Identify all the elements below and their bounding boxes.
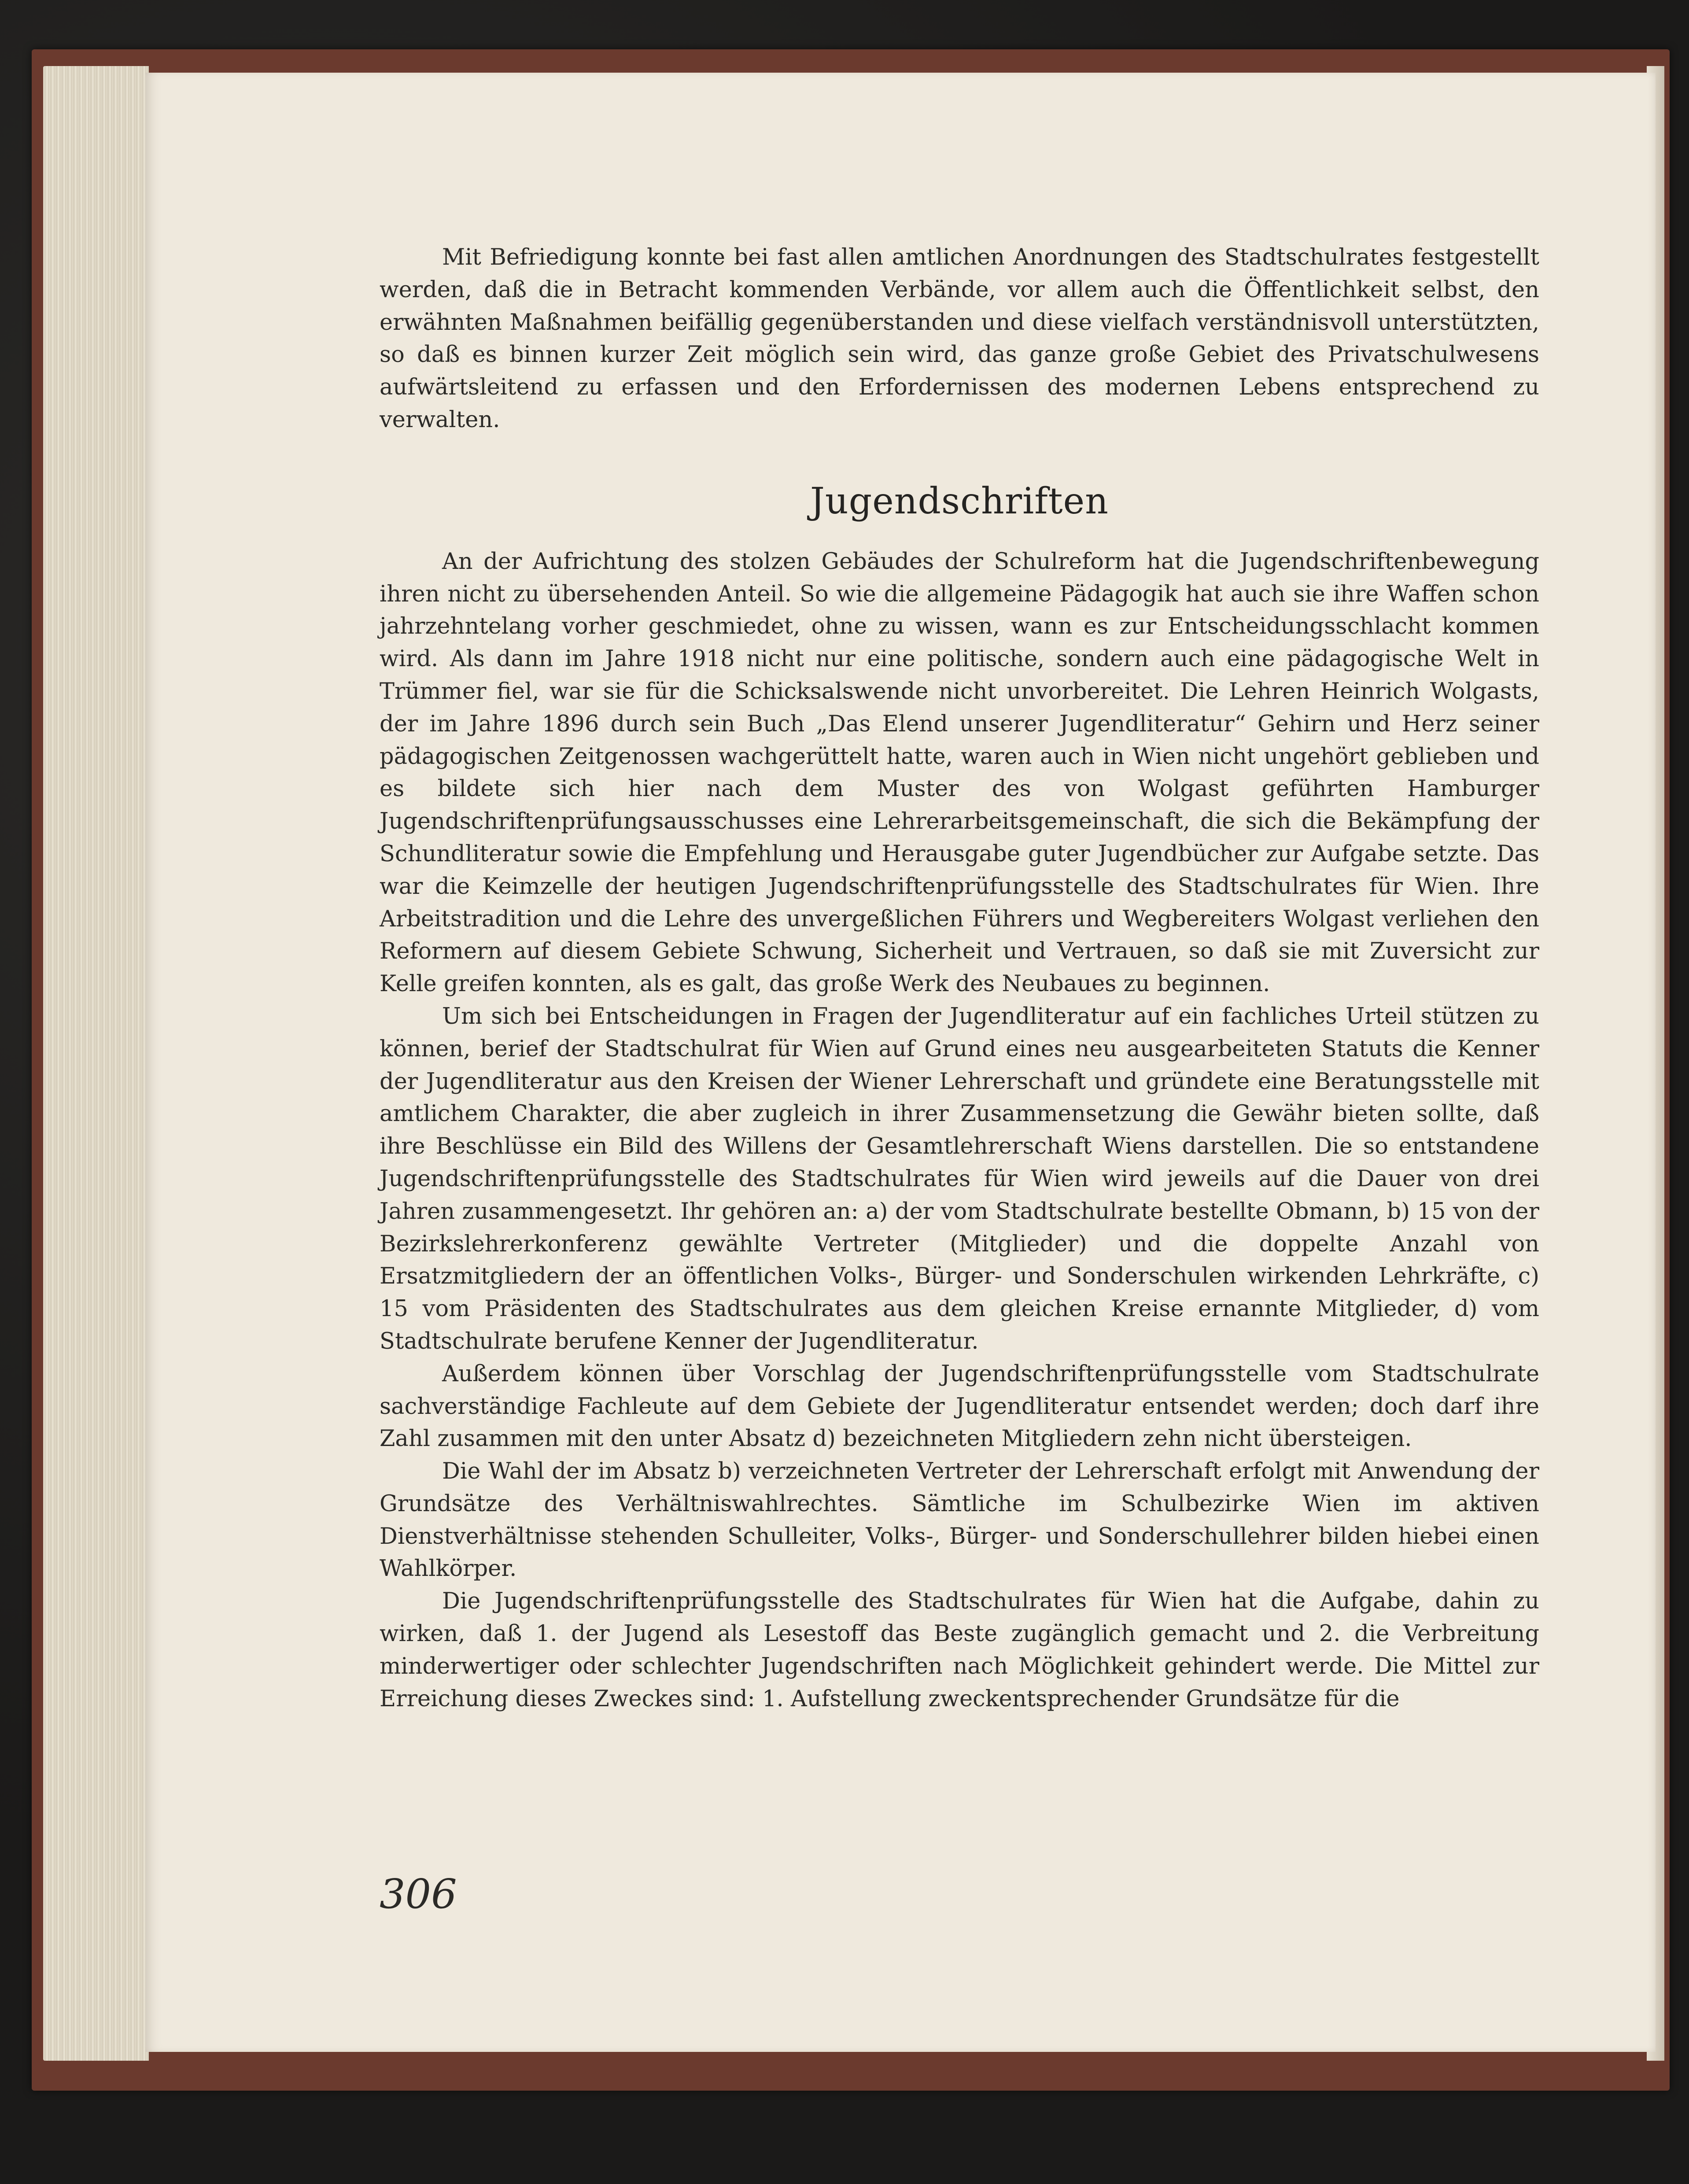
intro-paragraph: Mit Befriedigung konnte bei fast allen amtlichen Anordnungen des Stadtschulrates festgestellt werden, daß die in Betracht kommenden Verbände, vor allem auch die Öffentlichkeit selbst, den erwähnten Maßnahmen beifällig gegenüberstanden und diese vielfach verständnisvoll unterstützten, so daß es binnen kurzer Zeit möglich sein wird, das ganze große Gebiet des Privatschulwesens aufwärtsleitend zu erfassen und den Erfordernissen des modernen Lebens entsprechend zu verwalten. — [380, 244, 1539, 433]
paragraph-5: Die Jugendschriftenprüfungsstelle des Stadtschulrates für Wien hat die Aufgabe, dahin zu wirken, daß 1. der Jugend als Lesestoff das Beste zugänglich gemacht und 2. die Verbreitung minderwertiger oder schlechter Jugendschriften nach Möglichkeit gehindert werde. Die Mittel zur Erreichung dieses Zweckes sind: 1. Aufstellung zweckentsprechender Grundsätze für die — [380, 1588, 1539, 1712]
paragraph-3: Außerdem können über Vorschlag der Jugendschriftenprüfungsstelle vom Stadtschulrate sachverständige Fachleute auf dem Gebiete der Jugendliteratur entsendet werden; doch darf ihre Zahl zusammen mit den unter Absatz d) bezeichneten Mitgliedern zehn nicht übersteigen. — [380, 1361, 1539, 1452]
paragraph-2: Um sich bei Entscheidungen in Fragen der Jugendliteratur auf ein fachliches Urteil stützen zu können, berief der Stadtschulrat für Wien auf Grund eines neu ausgearbeiteten Statuts die Kenner der Jugendliteratur aus den Kreisen der Wiener Lehrerschaft und gründete eine Beratungsstelle mit amtlichem Charakter, die aber zugleich in ihrer Zusammensetzung die Gewähr bieten sollte, daß ihre Beschlüsse ein Bild des Willens der Gesamtlehrerschaft Wiens darstellen. Die so entstandene Jugendschriftenprüfungsstelle des Stadtschulrates für Wien wird jeweils auf die Dauer von drei Jahren zusammengesetzt. Ihr gehören an: a) der vom Stadtschulrate bestellte Obmann, b) 15 von der Bezirkslehrerkonferenz gewählte Vertreter (Mitglieder) und die doppelte Anzahl von Ersatzmitgliedern der an öffentlichen Volks-, Bürger- und Sonderschulen wirkenden Lehrkräfte, c) 15 vom Präsidenten des Stadtschulrates aus dem gleichen Kreise ernannte Mitglieder, d) vom Stadtschulrate berufene Kenner der Jugendliteratur. — [380, 1003, 1539, 1354]
section-title: Jugendschriften — [810, 480, 1109, 522]
paragraph-4: Die Wahl der im Absatz b) verzeichneten Vertreter der Lehrerschaft erfolgt mit Anwendung der Grundsätze des Verhältniswahlrechtes. Sämtliche im Schulbezirke Wien im aktiven Dienstverhältnisse stehenden Schulleiter, Volks-, Bürger- und Sonderschullehrer bilden hiebei einen Wahlkörper. — [380, 1458, 1539, 1582]
page-number: 306 — [380, 1870, 457, 1918]
page-text — [380, 241, 1539, 1715]
page-edges — [43, 66, 149, 2061]
paragraph-1: An der Aufrichtung des stolzen Gebäudes der Schulreform hat die Jugendschriftenbewegung ihren nicht zu übersehenden Anteil. So wie die allgemeine Pädagogik hat auch sie ihre Waffen schon jahrzehntelang vorher geschmiedet, ohne zu wissen, wann es zur Entscheidungsschlacht kommen wird. Als dann im Jahre 1918 nicht nur eine politische, sondern auch eine pädagogische Welt in Trümmer fiel, war sie für die Schicksalswende nicht unvorbereitet. Die Lehren Heinrich Wolgasts, der im Jahre 1896 durch sein Buch „Das Elend unserer Jugendliteratur“ Gehirn und Herz seiner pädagogischen Zeitgenossen wachgerüttelt hatte, waren auch in Wien nicht ungehört geblieben und es bildete sich hier nach dem Muster des von Wolgast geführten Hamburger Jugendschriftenprüfungsausschusses eine Lehrerarbeitsgemeinschaft, die sich die Bekämpfung der Schundliteratur sowie die Empfehlung und Herausgabe guter Jugendbücher zur Aufgabe setzte. Das war die Keimzelle der heutigen Jugendschriftenprüfungsstelle des Stadtschulrates für Wien. Ihre Arbeitstradition und die Lehre des unvergeßlichen Führers und Wegbereiters Wolgast verliehen den Reformern auf diesem Gebiete Schwung, Sicherheit und Vertrauen, so daß sie mit Zuversicht zur Kelle greifen konnten, als es galt, das große Werk des Neubaues zu beginnen. — [380, 548, 1539, 997]
